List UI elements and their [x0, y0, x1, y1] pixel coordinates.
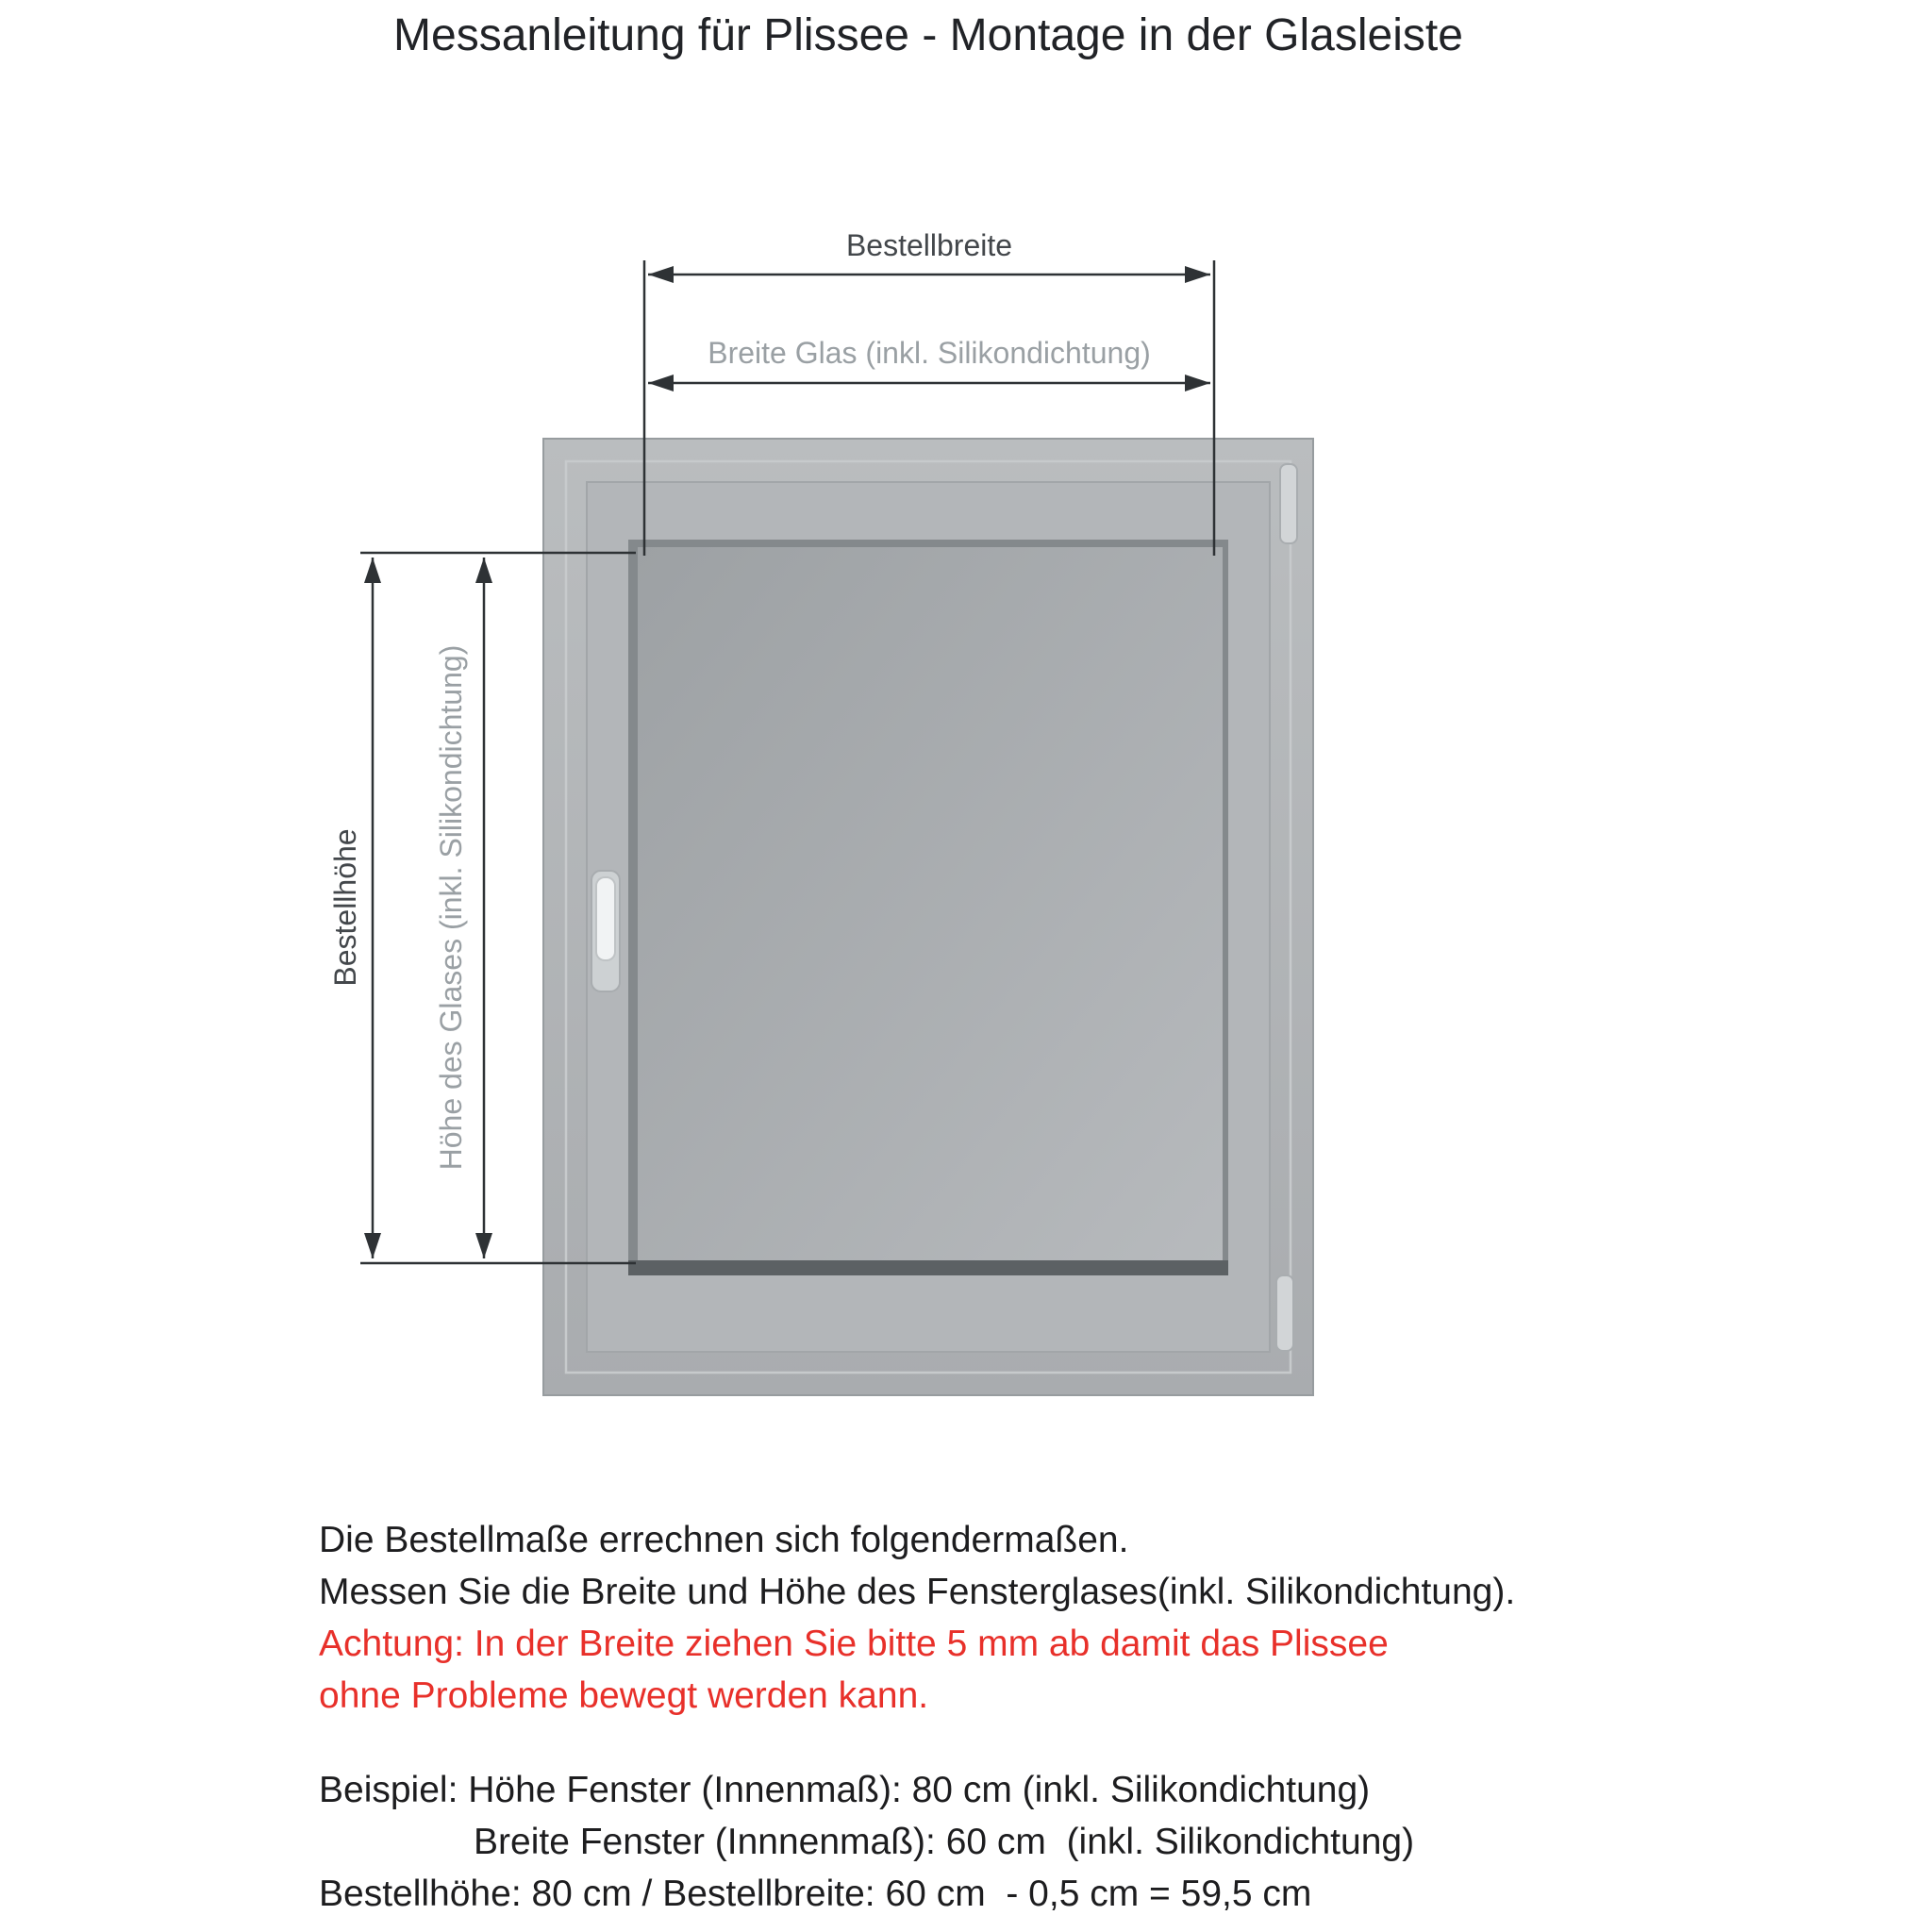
instruction-warning-2: ohne Probleme bewegt werden kann.	[319, 1675, 929, 1716]
dim-label-order-height: Bestellhöhe	[328, 828, 362, 987]
instruction-example-3: Bestellhöhe: 80 cm / Bestellbreite: 60 cm - 0,5 cm = 59,5 cm	[319, 1874, 1312, 1914]
window-hinge-bottom	[1276, 1275, 1293, 1351]
window-handle-grip[interactable]	[596, 877, 615, 960]
instructions-block	[319, 1514, 1828, 1920]
page-title: Messanleitung für Plissee - Montage in der Glasleiste	[393, 10, 1463, 60]
instruction-intro-2: Messen Sie die Breite und Höhe des Fensterglases(inkl. Silikondichtung).	[319, 1572, 1516, 1612]
dim-label-order-width: Bestellbreite	[845, 228, 1013, 262]
window-glass-bottom-shadow	[628, 1260, 1228, 1275]
dim-label-glass-width: Breite Glas (inkl. Silikondichtung)	[708, 336, 1151, 370]
window-hinge-top	[1280, 464, 1297, 543]
instruction-example-1: Beispiel: Höhe Fenster (Innenmaß): 80 cm (inkl. Silikondichtung)	[319, 1770, 1371, 1810]
instruction-intro-1: Die Bestellmaße errechnen sich folgendermaßen.	[319, 1520, 1129, 1560]
instruction-warning-1: Achtung: In der Breite ziehen Sie bitte 5 mm ab damit das Plissee	[319, 1624, 1389, 1664]
dim-label-glass-height: Höhe des Glases (inkl. Silikondichtung)	[434, 644, 468, 1171]
window-glass	[638, 547, 1223, 1266]
instruction-example-2: Breite Fenster (Innnenmaß): 60 cm (inkl. Silikondichtung)	[474, 1822, 1415, 1862]
